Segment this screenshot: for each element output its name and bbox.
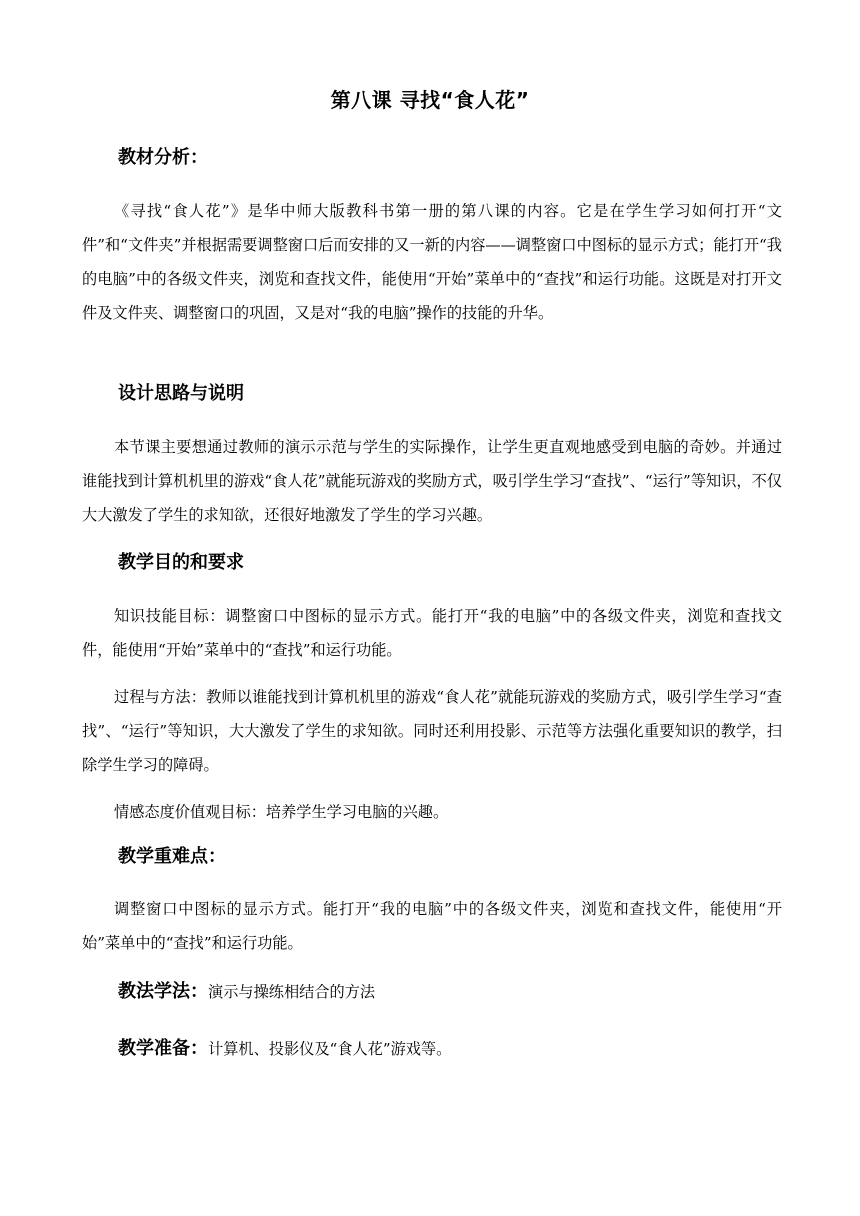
- paragraph-goal-knowledge: 知识技能目标：调整窗口中图标的显示方式。能打开“我的电脑”中的各级文件夹，浏览和查找文件，能使用“开始”菜单中的“查找”和运行功能。: [82, 607, 782, 659]
- methods-label: 教法学法：: [118, 981, 208, 1002]
- paragraph-design: 本节课主要想通过教师的演示示范与学生的实际操作，让学生更直观地感受到电脑的奇妙。并通过谁能找到计算机机里的游戏“食人花”就能玩游戏的奖励方式，吸引学生学习“查找”、“运行”等知识，不仅大大激发了学生的求知欲，还很好地激发了学生的学习兴趣。: [82, 438, 782, 524]
- heading-design: 设计思路与说明: [118, 383, 244, 404]
- heading-keypoints: 教学重难点：: [118, 846, 226, 867]
- preparation-value: 计算机、投影仪及“食人花”游戏等。: [208, 1040, 452, 1058]
- page-title: 第八课 寻找“食人花”: [330, 88, 530, 112]
- paragraph-keypoints: 调整窗口中图标的显示方式。能打开“我的电脑”中的各级文件夹，浏览和查找文件，能使用“开始”菜单中的“查找”和运行功能。: [82, 900, 782, 952]
- preparation-label: 教学准备：: [118, 1038, 208, 1059]
- preparation-row: [118, 1036, 451, 1062]
- paragraph-analysis: 《寻找“食人花”》是华中师大版教科书第一册的第八课的内容。它是在学生学习如何打开“文件”和“文件夹”并根据需要调整窗口后而安排的又一新的内容——调整窗口中图标的显示方式；能打开“我的电脑”中的各级文件夹，浏览和查找文件，能使用“开始”菜单中的“查找”和运行功能。这既是对打开文件及文件夹、调整窗口的巩固，又是对“我的电脑”操作的技能的升华。: [82, 202, 782, 322]
- methods-row: [118, 979, 375, 1005]
- paragraph-goal-process: 过程与方法：教师以谁能找到计算机机里的游戏“食人花”就能玩游戏的奖励方式，吸引学生学习“查找”、“运行”等知识，大大激发了学生的求知欲。同时还利用投影、示范等方法强化重要知识的教学，扫除学生学习的障碍。: [82, 688, 782, 774]
- methods-value: 演示与操练相结合的方法: [208, 983, 376, 1001]
- heading-goals: 教学目的和要求: [118, 552, 244, 573]
- paragraph-goal-emotion: 情感态度价值观目标：培养学生学习电脑的兴趣。: [114, 803, 449, 821]
- heading-analysis: 教材分析：: [118, 147, 208, 168]
